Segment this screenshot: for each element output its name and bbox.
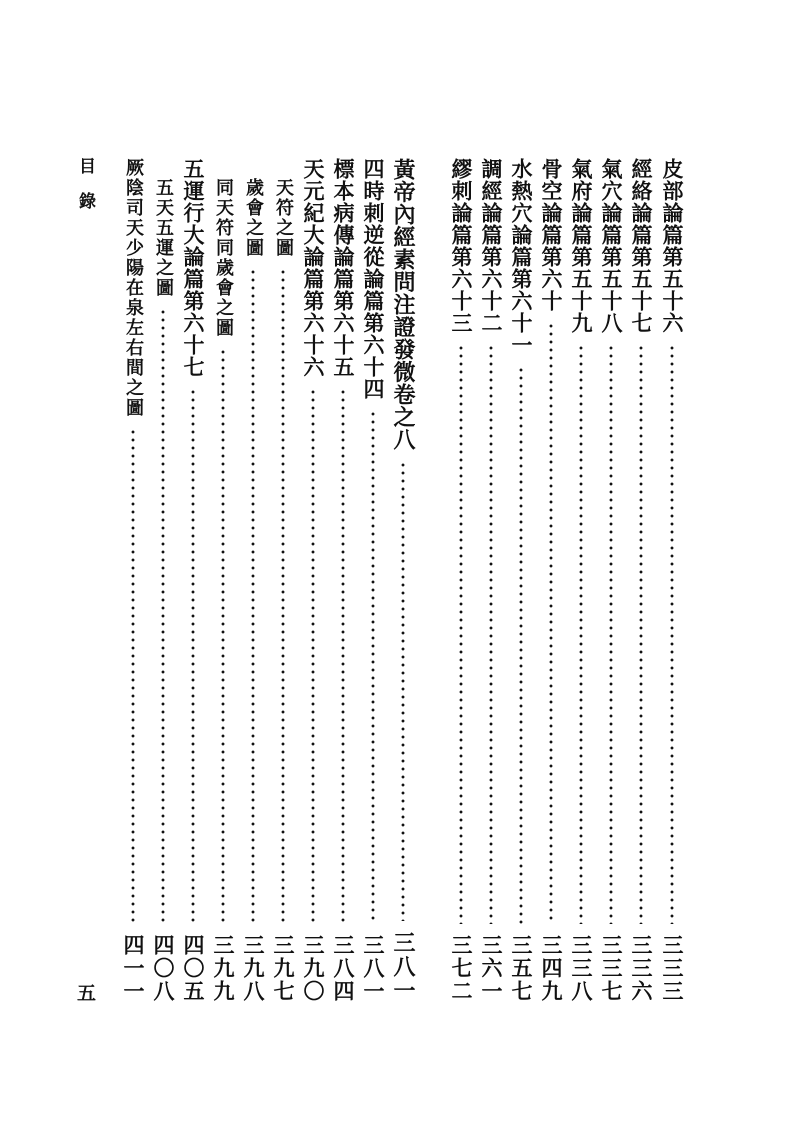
toc-entry-page: 三三六: [629, 934, 654, 1003]
dot-leader: [476, 344, 506, 924]
toc-subentry-page: 四〇八: [151, 934, 176, 1003]
volume-heading[interactable]: [388, 158, 418, 1003]
dot-leader: [148, 308, 178, 924]
toc-entry[interactable]: [566, 158, 596, 1003]
toc-subentry-page: 三九七: [271, 934, 296, 1003]
toc-subentry[interactable]: [208, 158, 238, 1003]
toc-entry-title: 調經論篇第六十二: [479, 158, 504, 334]
dot-leader: [388, 461, 418, 922]
toc-entry[interactable]: [596, 158, 626, 1003]
toc-entry-page: 三九〇: [301, 934, 326, 1003]
toc-entry-page: 三五七: [509, 934, 534, 1003]
toc-subentry-page: 四一一: [121, 934, 146, 1003]
toc-entry-title: 皮部論篇第五十六: [660, 158, 685, 334]
dot-leader: [358, 410, 388, 924]
toc-entry-title: 氣穴論篇第五十八: [599, 158, 624, 334]
toc-entry-page: 三七二: [449, 934, 474, 1003]
toc-entry-page: 三四九: [539, 934, 564, 1003]
toc-entry[interactable]: [626, 158, 656, 1003]
toc-subentry-title: 五天五運之圖: [153, 178, 174, 298]
dot-leader: [536, 322, 566, 924]
toc-entry[interactable]: [298, 158, 328, 1003]
toc-entry[interactable]: [657, 158, 687, 1003]
toc-entry-page: 三三八: [569, 934, 594, 1003]
toc-subentry-title: 天符之圖: [273, 178, 294, 258]
dot-leader: [506, 366, 536, 924]
toc-entry-page: 三三三: [660, 934, 685, 1003]
toc-entry[interactable]: [358, 158, 388, 1003]
toc-entry-page: 三八四: [331, 934, 356, 1003]
toc-entry-title: 氣府論篇第五十九: [569, 158, 594, 334]
toc-subentry[interactable]: [238, 158, 268, 1003]
toc-entry-title: 繆刺論篇第六十三: [449, 158, 474, 334]
toc-entry-page: 三三七: [599, 934, 624, 1003]
toc-entry-page: 三八一: [361, 934, 386, 1003]
dot-leader: [118, 428, 148, 924]
toc-subentry[interactable]: [268, 158, 298, 1003]
toc-subentry-page: 三九九: [211, 934, 236, 1003]
toc-entry-title: 標本病傳論篇第六十五: [331, 158, 356, 378]
dot-leader: [328, 388, 358, 924]
toc-entry-page: 三六一: [479, 934, 504, 1003]
toc-subentry[interactable]: [118, 158, 148, 1003]
dot-leader: [208, 348, 238, 924]
toc-subentry-title: 歲會之圖: [243, 178, 264, 258]
dot-leader: [298, 388, 328, 924]
dot-leader: [446, 344, 476, 924]
toc-subentry-title: 同天符同歲會之圖: [213, 178, 234, 338]
volume-heading-page: 三八一: [390, 931, 416, 1003]
toc-subentry-title: 厥陰司天少陽在泉左右間之圖: [123, 158, 144, 418]
toc-entry-title: 經絡論篇第五十七: [629, 158, 654, 334]
toc-entry-page: 四〇五: [181, 934, 206, 1003]
dot-leader: [596, 344, 626, 924]
toc-subentry-page: 三九八: [241, 934, 266, 1003]
toc-entry-title: 天元紀大論篇第六十六: [301, 158, 326, 378]
dot-leader: [626, 344, 656, 924]
dot-leader: [566, 344, 596, 924]
running-title: 目錄: [75, 157, 95, 227]
toc-subentry[interactable]: [148, 158, 178, 1003]
toc-entry-title: 五運行大論篇第六十七: [181, 158, 206, 378]
toc-entry[interactable]: [506, 158, 536, 1003]
dot-leader: [657, 344, 687, 924]
toc-entry[interactable]: [476, 158, 506, 1003]
toc-entry-title: 四時刺逆從論篇第六十四: [361, 158, 386, 400]
toc-entry[interactable]: [328, 158, 358, 1003]
toc-entry[interactable]: [446, 158, 476, 1003]
toc-entry-title: 水熱穴論篇第六十一: [509, 158, 534, 356]
toc-entry-title: 骨空論篇第六十: [539, 158, 564, 312]
toc-entry[interactable]: [178, 158, 208, 1003]
dot-leader: [238, 268, 268, 924]
folio-page-number: 五: [74, 983, 96, 1002]
dot-leader: [178, 388, 208, 924]
volume-heading-title: 黃帝內經素問注證發微卷之八: [390, 158, 416, 451]
toc-entry[interactable]: [536, 158, 566, 1003]
dot-leader: [268, 268, 298, 924]
